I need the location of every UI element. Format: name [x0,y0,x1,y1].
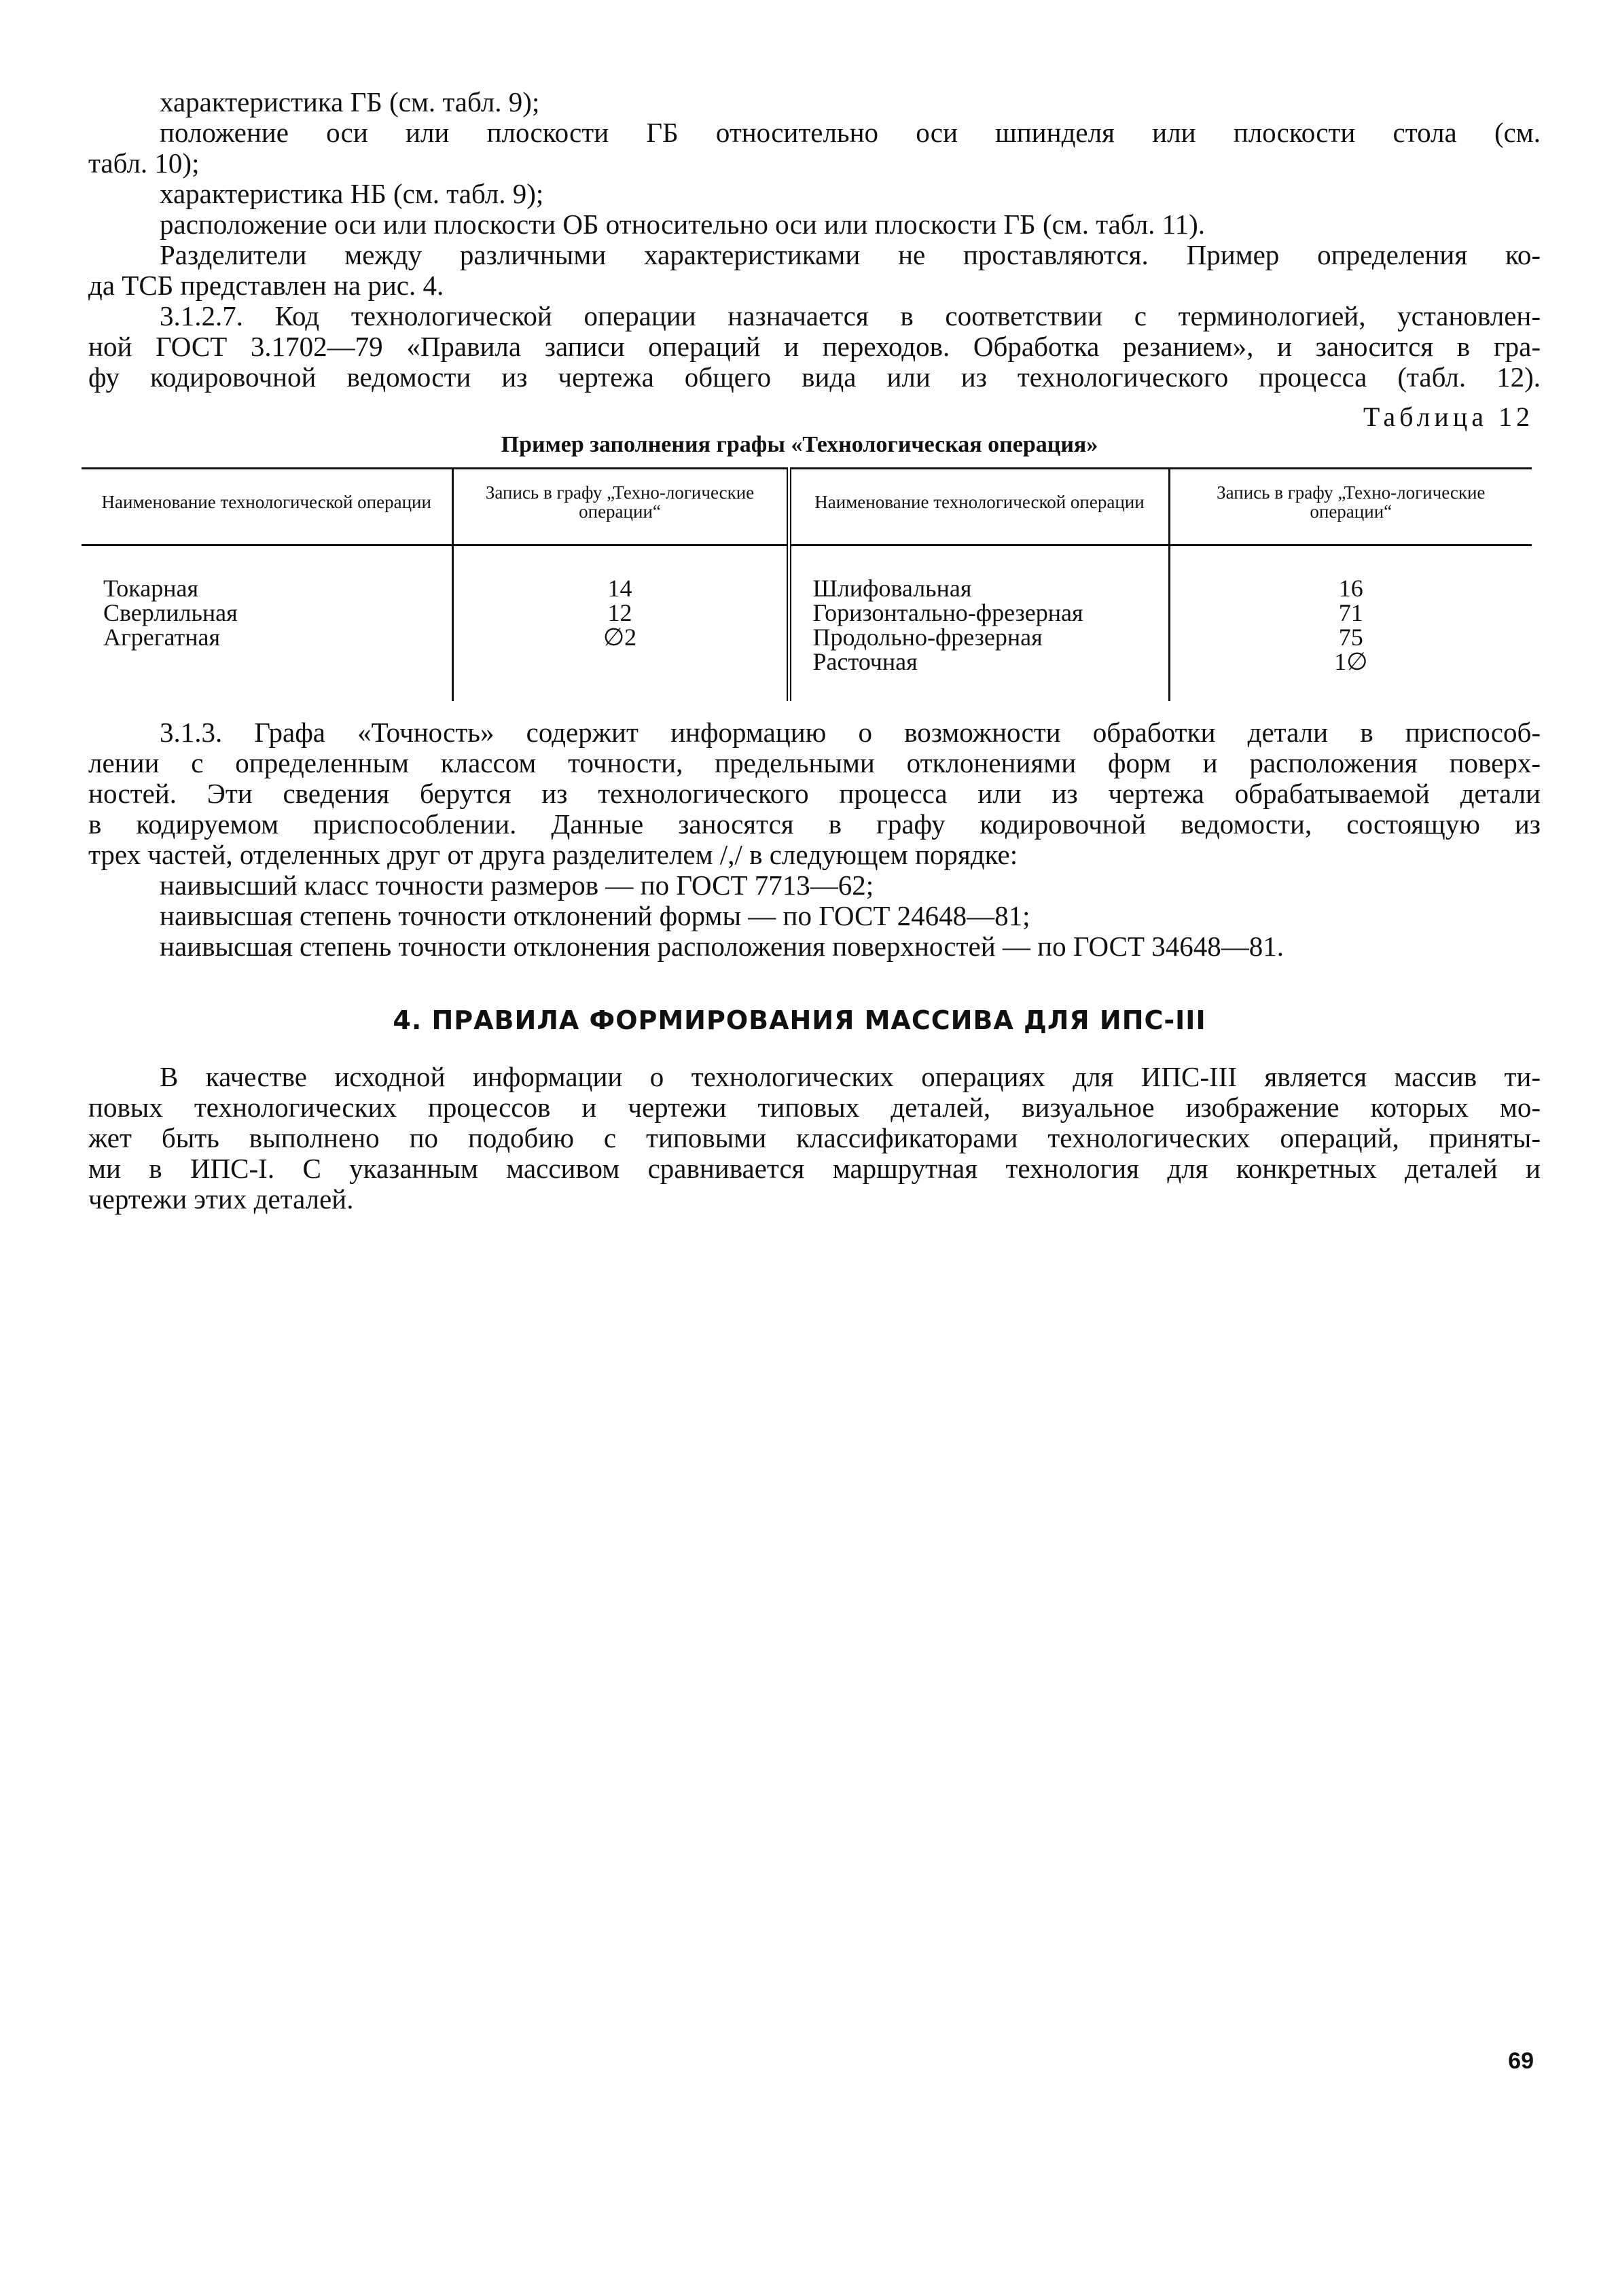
table-number: Таблица 12 [1363,401,1534,432]
operation-code: 1∅ [1334,648,1368,675]
text-line: положение оси или плоскости ГБ относительно оси шпинделя или плоскости стола (см. [160,117,1541,148]
table-title: Пример заполнения графы «Технологическая операция» [501,432,1098,457]
text-line: характеристика ГБ (см. табл. 9); [160,86,540,118]
text-line: в кодируемом приспособлении. Данные заносятся в графу кодировочной ведомости, состоящую из [88,808,1541,840]
text-line: наивысший класс точности размеров — по ГОСТ 7713—62; [160,869,874,901]
text-line: 3.1.2.7. Код технологической операции назначается в соответствии с терминологией, установлен- [160,300,1541,331]
text-line: трех частей, отделенных друг от друга разделителем /,/ в следующем порядке: [88,839,1018,870]
text-line: повых технологических процессов и чертежи типовых деталей, визуальное изображение которых мо- [88,1092,1541,1123]
operation-code: ∅2 [603,624,637,651]
text-line: наивысшая степень точности отклонений формы — по ГОСТ 24648—81; [160,900,1030,931]
text-line: да ТСБ представлен на рис. 4. [88,270,444,301]
text-line: ностей. Эти сведения берутся из технологического процесса или из чертежа обрабатываемой детали [88,778,1541,809]
operation-name: Токарная [103,575,199,602]
text-line: лении с определенным классом точности, предельными отклонениями форм и расположения поверх- [88,747,1541,778]
operation-code: 14 [607,575,632,602]
text-line: фу кодировочной ведомости из чертежа общего вида или из технологического процесса (табл. 12). [88,361,1541,393]
text-line: чертежи этих деталей. [88,1183,354,1215]
header-operation-name: Наименование технологической операции [789,469,1169,545]
operation-names-cell [82,545,452,702]
operation-code: 75 [1338,624,1363,651]
operations-table [82,467,1532,701]
header-operation-code: Запись в графу „Техно-логические операции“ [452,469,789,545]
text-line: ной ГОСТ 3.1702—79 «Правила записи операций и переходов. Обработка резанием», и заносится в гра- [88,331,1541,362]
operation-name: Сверлильная [103,599,238,626]
operation-name: Расточная [812,648,918,675]
operation-names-cell [789,545,1169,702]
text-line: жет быть выполнено по подобию с типовыми классификаторами технологических операций, приняты- [88,1122,1541,1153]
operation-name: Агрегатная [103,624,221,651]
header-operation-name: Наименование технологической операции [82,469,452,545]
operation-name: Продольно-фрезерная [812,624,1043,651]
operation-code: 12 [607,599,632,626]
text-line: 3.1.3. Графа «Точность» содержит информацию о возможности обработки детали в приспособ- [160,717,1541,748]
operation-name: Горизонтально-фрезерная [812,599,1083,626]
page-number: 69 [1508,2048,1534,2074]
operation-codes-cell [1169,545,1532,702]
text-line: расположение оси или плоскости ОБ относительно оси или плоскости ГБ (см. табл. 11). [160,209,1206,240]
text-line: ми в ИПС-I. С указанным массивом сравнивается маршрутная технология для конкретных деталей и [88,1153,1541,1184]
operation-codes-cell [452,545,789,702]
operation-code: 16 [1338,575,1363,602]
operation-code: 71 [1338,599,1363,626]
section-text [88,1062,1541,1215]
text-line: Разделители между различными характеристиками не проставляются. Пример определения ко- [160,239,1541,270]
table-header-row [82,469,1532,545]
text-line: В качестве исходной информации о технологических операциях для ИПС-III является массив ти- [160,1061,1541,1092]
header-operation-code: Запись в графу „Техно-логические операции“ [1169,469,1532,545]
text-line: характеристика НБ (см. табл. 9); [160,178,544,209]
table-row [82,545,1532,702]
intro-text [88,87,1541,393]
accuracy-text [88,717,1541,962]
operation-name: Шлифовальная [812,575,972,602]
section-heading: 4. ПРАВИЛА ФОРМИРОВАНИЯ МАССИВА ДЛЯ ИПС-III [393,1005,1206,1035]
text-line: наивысшая степень точности отклонения расположения поверхностей — по ГОСТ 34648—81. [160,931,1284,962]
text-line: табл. 10); [88,147,200,179]
